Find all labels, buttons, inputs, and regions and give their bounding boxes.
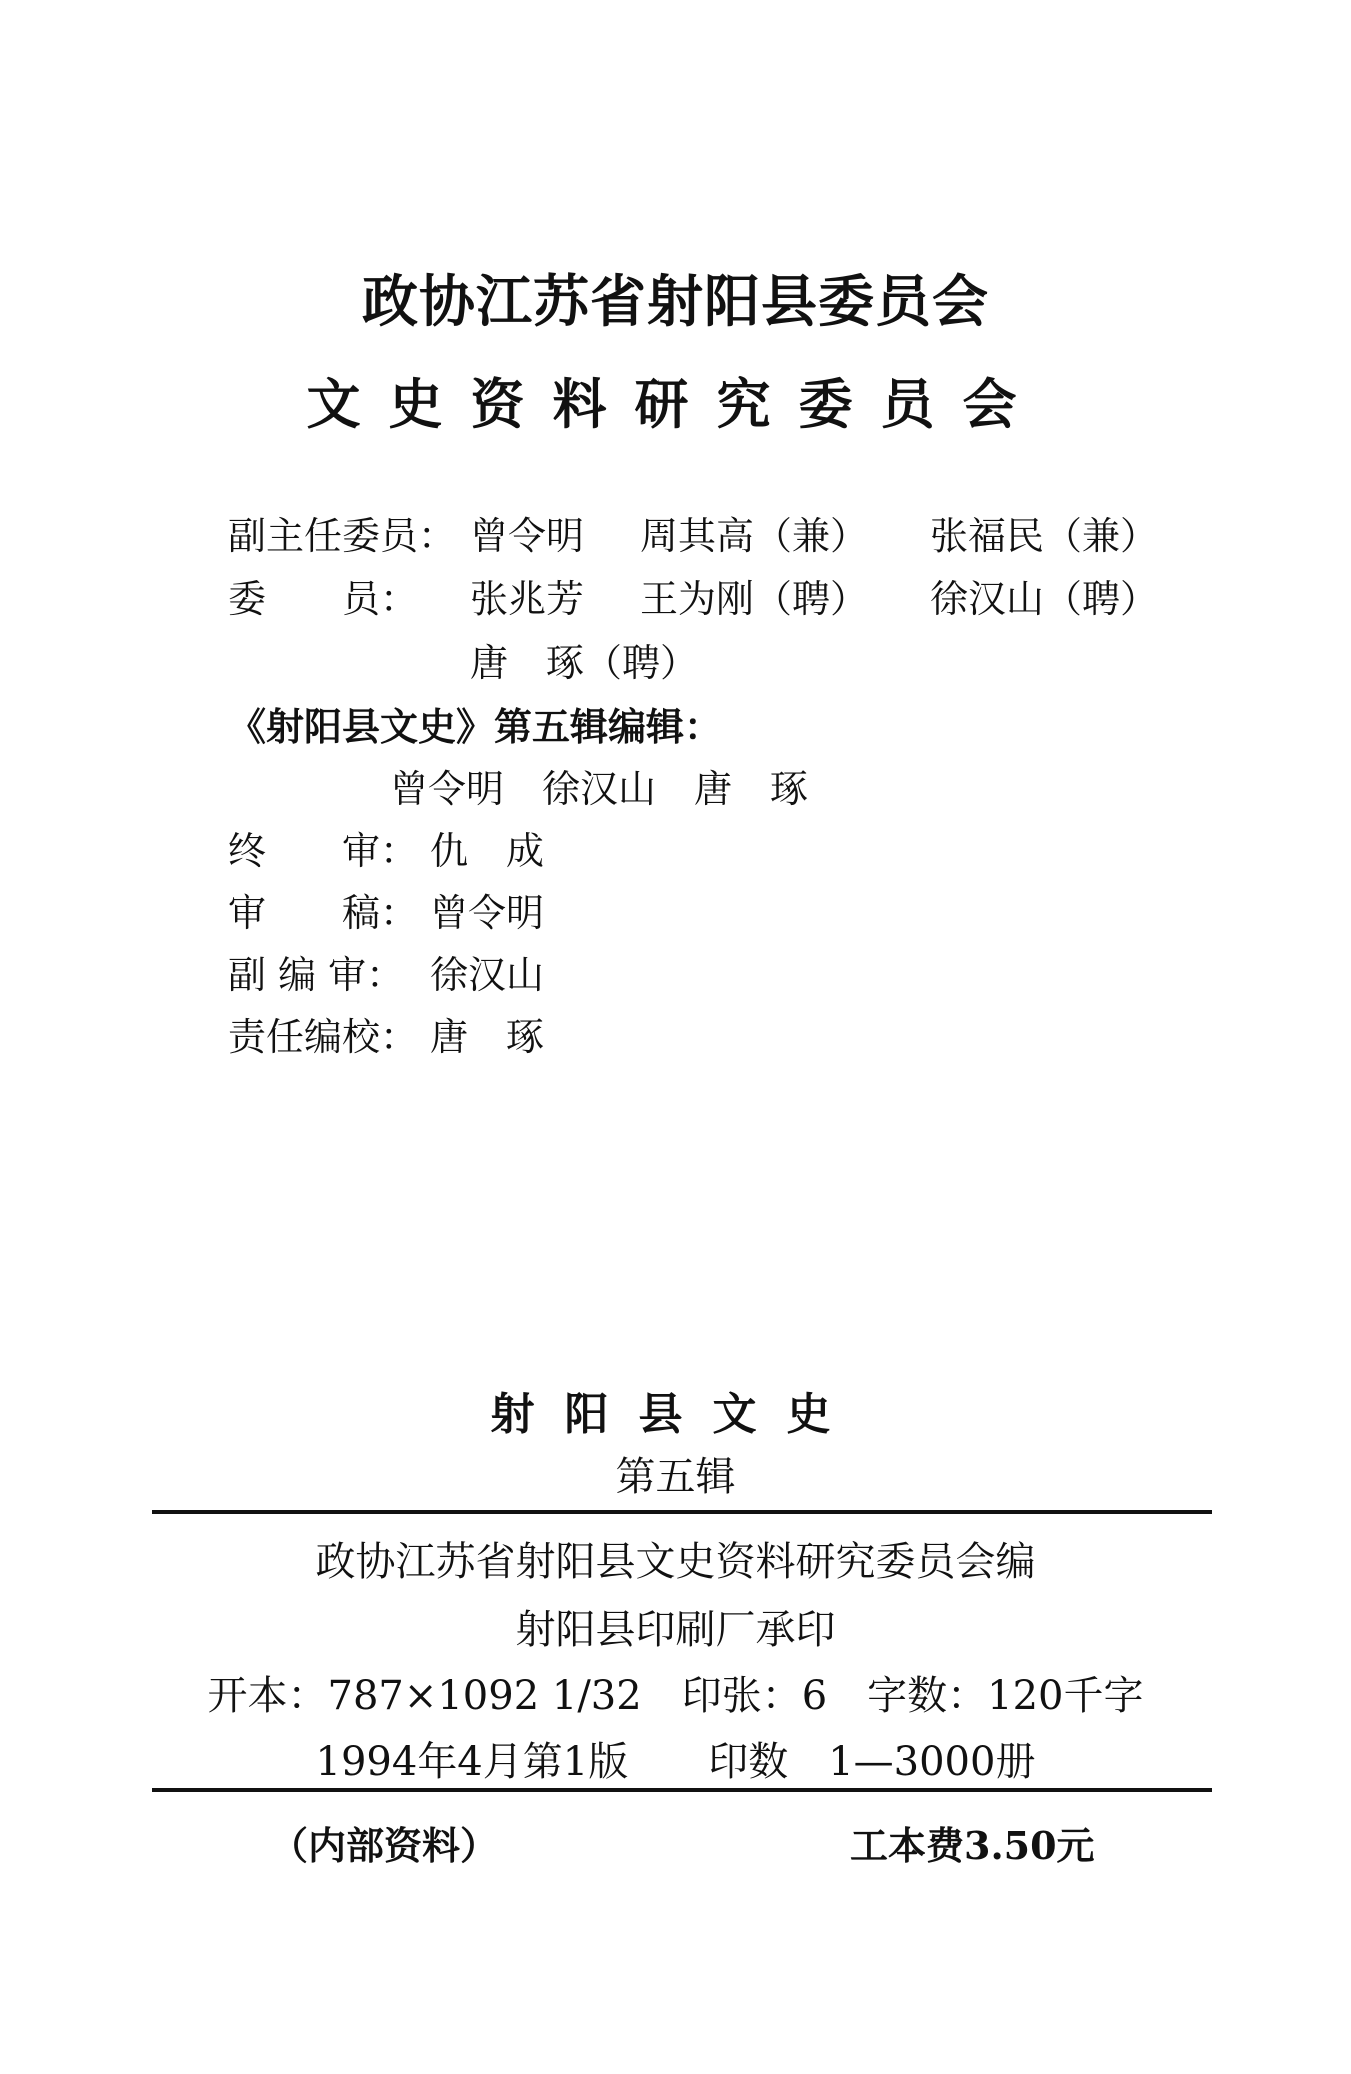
book-volume: 第五辑 xyxy=(615,1454,736,1500)
role-proofreader-name: 唐 琢 xyxy=(430,1015,545,1059)
member-2: 王为刚（聘） xyxy=(640,577,869,621)
internal-note: （内部资料） xyxy=(270,1823,499,1868)
edition-line: 1994年4月第1版 印数 1—3000册 xyxy=(315,1739,1036,1785)
editors-heading: 《射阳县文史》第五辑编辑： xyxy=(228,704,723,749)
role-review-label: 审 稿： xyxy=(228,891,419,935)
price-note: 工本费3.50元 xyxy=(850,1823,1095,1868)
role-deputy-editor-label: 副 编 审： xyxy=(228,953,405,997)
vice-chair-2: 周其高（兼） xyxy=(640,514,869,558)
organization-title: 政协江苏省射阳县委员会 xyxy=(362,269,989,335)
role-final-review-name: 仇 成 xyxy=(430,829,545,873)
member-1: 张兆芳 xyxy=(470,577,585,621)
format-line: 开本：787×1092 1/32 印张：6 字数：120千字 xyxy=(207,1673,1144,1719)
role-proofreader-label: 责任编校： xyxy=(228,1015,419,1059)
editors-names: 曾令明 徐汉山 唐 琢 xyxy=(390,767,809,811)
members-label: 委 员： xyxy=(228,577,419,621)
role-review-name: 曾令明 xyxy=(430,891,545,935)
bottom-divider xyxy=(152,1788,1212,1792)
printer-line: 射阳县印刷厂承印 xyxy=(515,1607,836,1653)
compiler-line: 政协江苏省射阳县文史资料研究委员会编 xyxy=(315,1539,1036,1585)
vice-chair-label: 副主任委员： xyxy=(228,514,457,558)
vice-chair-3: 张福民（兼） xyxy=(930,514,1159,558)
member-3: 徐汉山（聘） xyxy=(930,577,1159,621)
vice-chair-1: 曾令明 xyxy=(470,514,585,558)
member-4: 唐 琢（聘） xyxy=(470,641,699,685)
role-final-review-label: 终 审： xyxy=(228,829,419,873)
role-deputy-editor-name: 徐汉山 xyxy=(430,953,545,997)
book-title: 射阳县文史 xyxy=(490,1389,861,1440)
top-divider xyxy=(152,1510,1212,1514)
committee-title: 文史资料研究委员会 xyxy=(306,372,1045,436)
